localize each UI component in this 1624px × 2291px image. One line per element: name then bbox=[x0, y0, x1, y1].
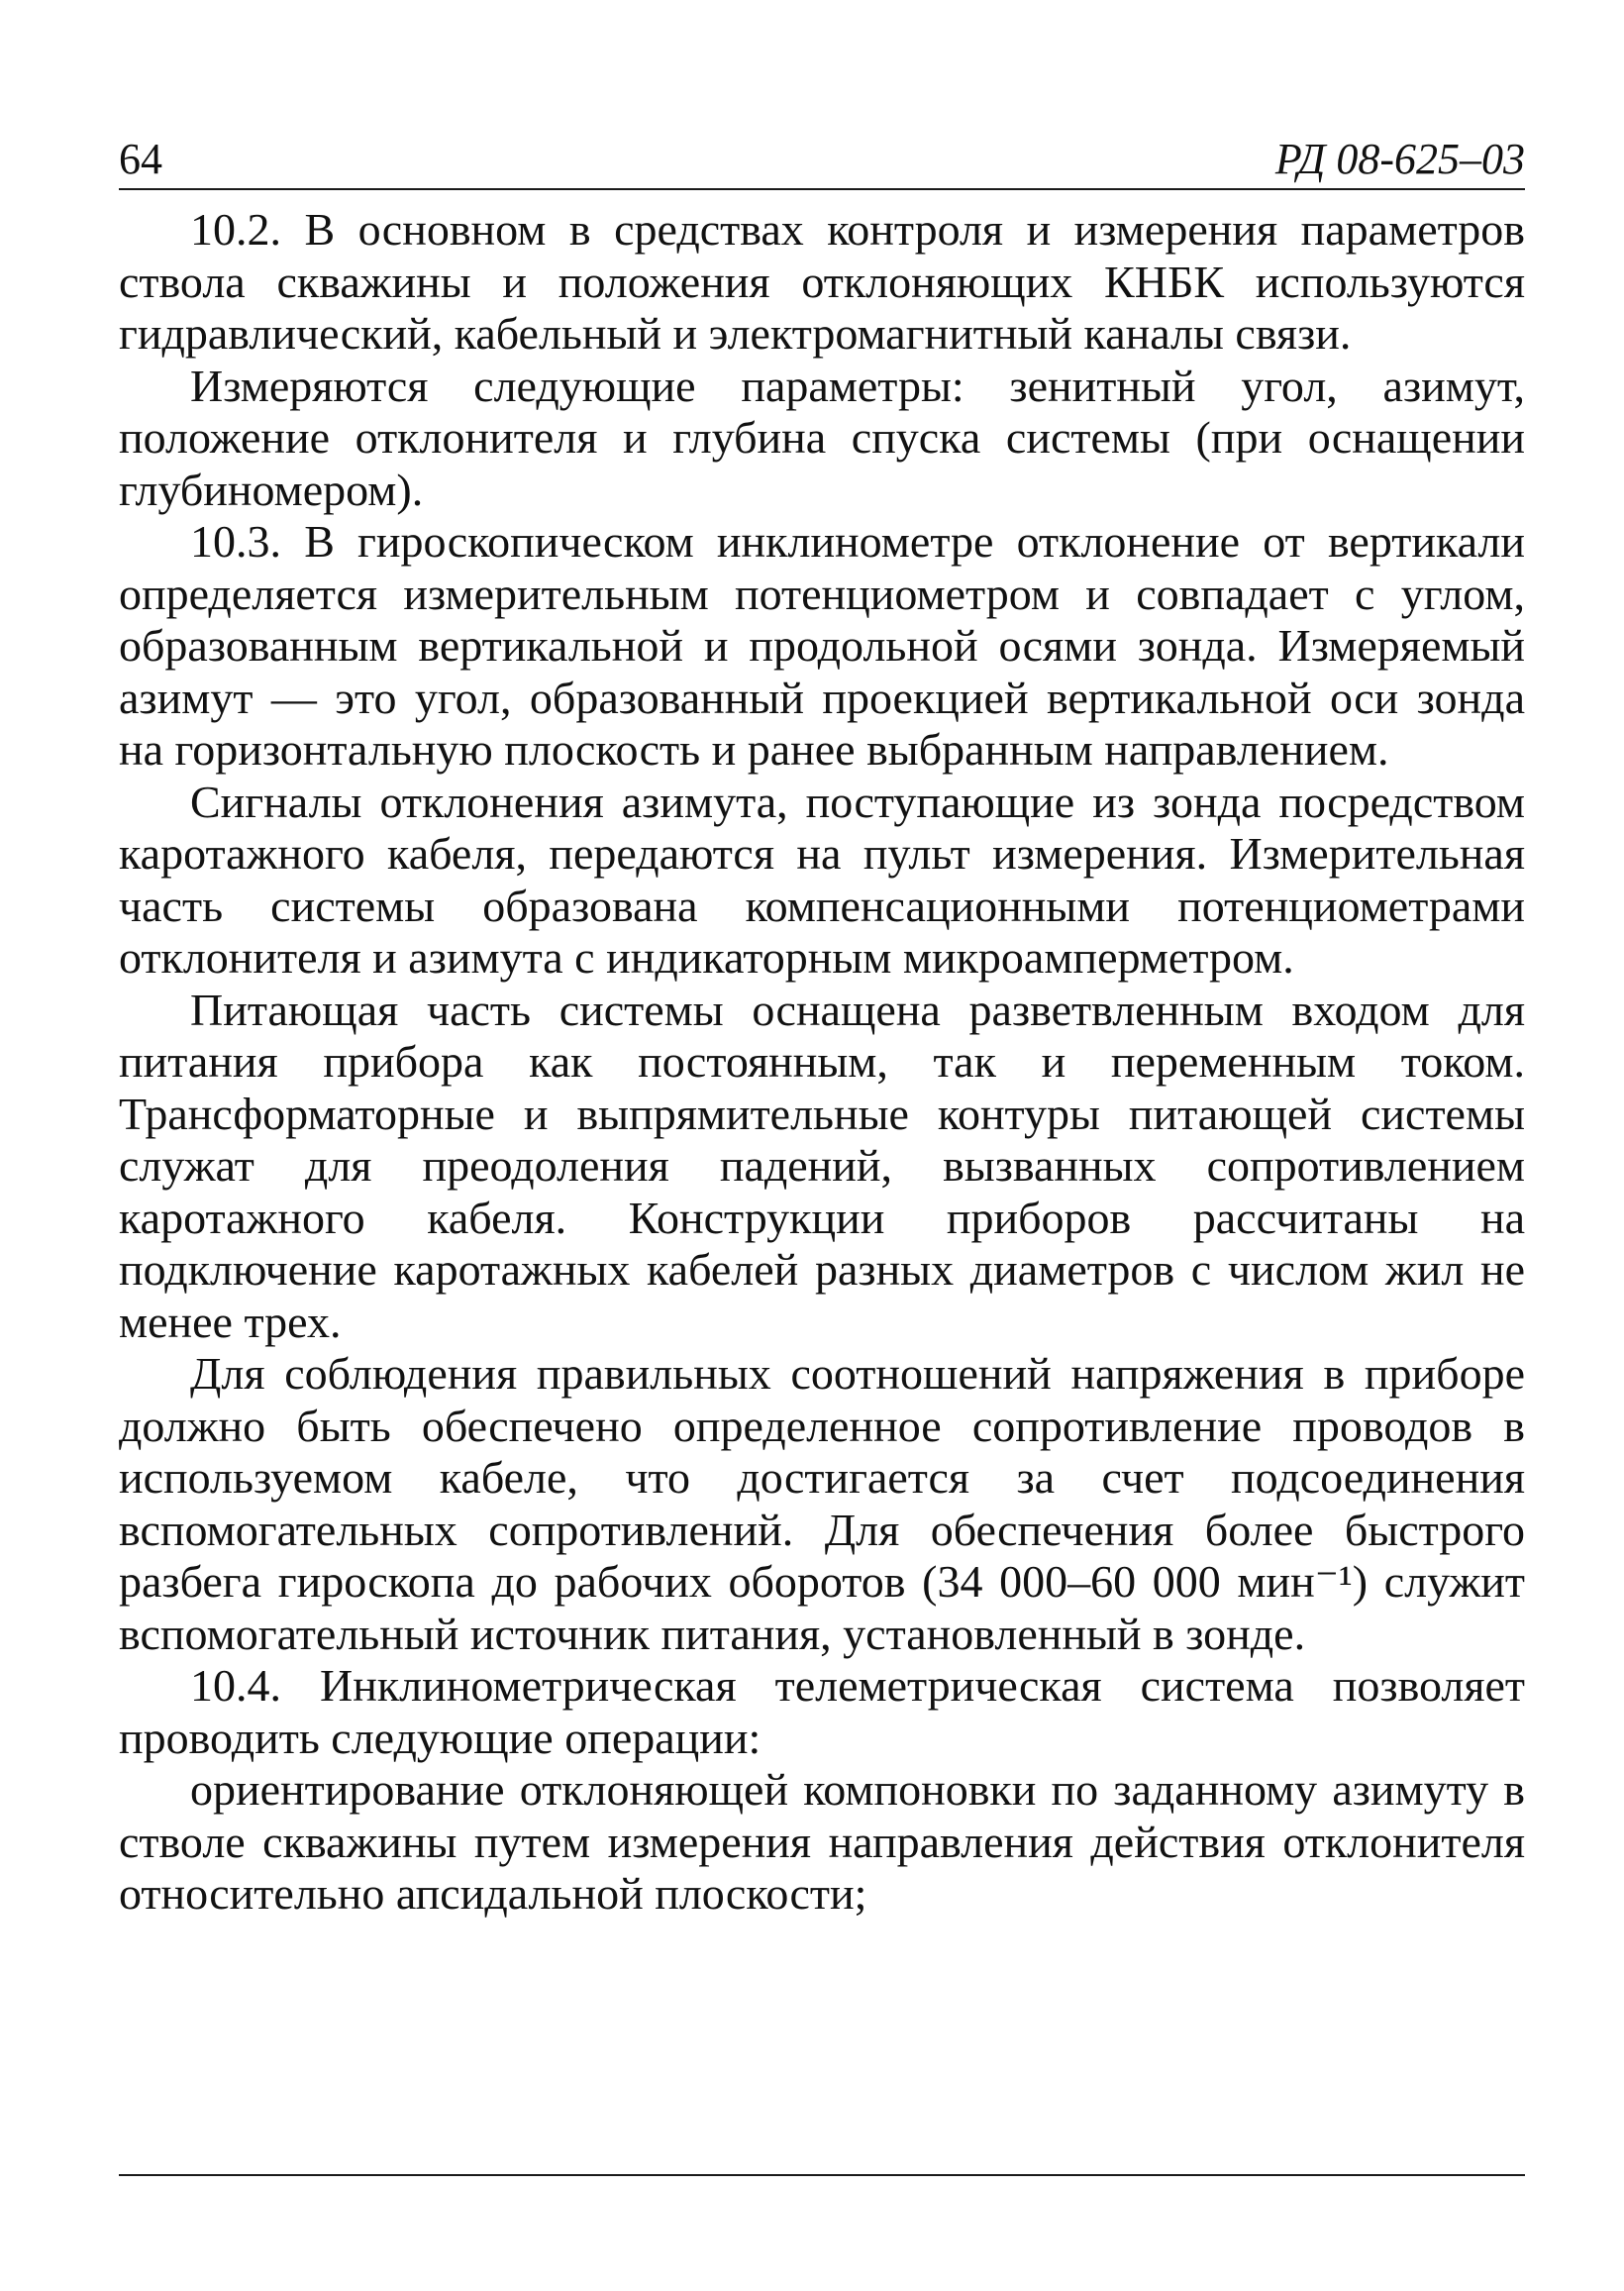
paragraph-azimuth-signals: Сигналы отклонения азимута, поступающие из зонда посредством каротажного кабеля, передаются на пульт измерения. Измерительная часть системы образована компенсационными потенциометрами отклонителя и азимута с индикаторным микроамперметром. bbox=[119, 776, 1525, 983]
paragraph-10-3: 10.3. В гироскопическом инклинометре отклонение от вертикали определяется измерительным потенциометром и совпадает с углом, образованным вертикальной и продольной осями зонда. Измеряемый азимут — это угол, образованный проекцией вертикальной оси зонда на горизонтальную плоскость и ранее выбранным направлением. bbox=[119, 516, 1525, 775]
paragraph-10-4: 10.4. Инклинометрическая телеметрическая система позволяет проводить следующие операции: bbox=[119, 1660, 1525, 1763]
document-code: РД 08-625–03 bbox=[1274, 135, 1525, 183]
document-page bbox=[119, 135, 1525, 2179]
page-number: 64 bbox=[119, 135, 162, 183]
running-header bbox=[119, 135, 1525, 190]
body-text bbox=[119, 204, 1525, 1921]
paragraph-voltage-ratios: Для соблюдения правильных соотношений напряжения в приборе должно быть обеспечено определенное сопротивление проводов в используемом кабеле, что достигается за счет подсоединения вспомогательных сопротивлений. Для обеспечения более быстрого разбега гироскопа до рабочих оборотов (34 000–60 000 мин⁻¹) служит вспомогательный источник питания, установленный в зонде. bbox=[119, 1348, 1525, 1659]
paragraph-orientation-item: ориентирование отклоняющей компоновки по заданному азимуту в стволе скважины путем измерения направления действия отклонителя относительно апсидальной плоскости; bbox=[119, 1764, 1525, 1919]
paragraph-power-section: Питающая часть системы оснащена разветвленным входом для питания прибора как постоянным, так и переменным током. Трансформаторные и выпрямительные контуры питающей системы служат для преодоления падений, вызванных сопротивлением каротажного кабеля. Конструкции приборов рассчитаны на подключение каротажных кабелей разных диаметров с числом жил не менее трех. bbox=[119, 984, 1525, 1347]
paragraph-10-2: 10.2. В основном в средствах контроля и измерения параметров ствола скважины и положения отклоняющих КНБК используются гидравлический, кабельный и электромагнитный каналы связи. bbox=[119, 204, 1525, 359]
paragraph-measured-parameters: Измеряются следующие параметры: зенитный угол, азимут, положение отклонителя и глубина спуска системы (при оснащении глубиномером). bbox=[119, 360, 1525, 515]
bottom-rule bbox=[119, 2174, 1525, 2176]
